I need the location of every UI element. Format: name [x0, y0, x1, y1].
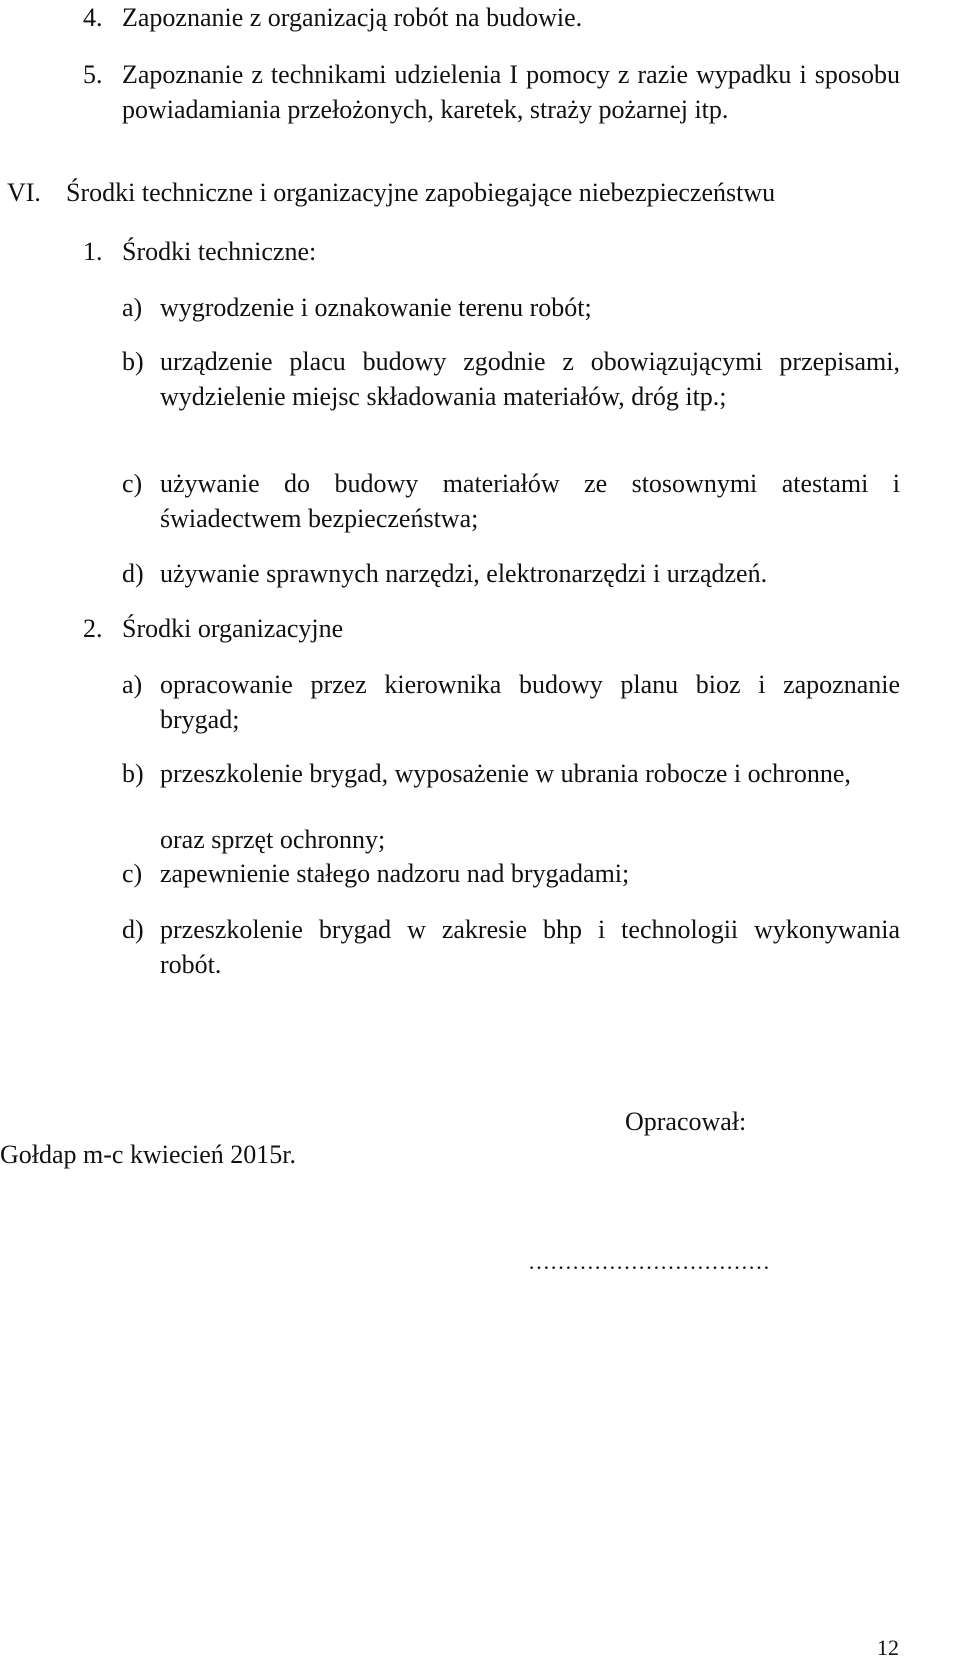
technical-item-a-label: a)	[122, 293, 143, 322]
subsection-title-technical: Środki techniczne:	[122, 237, 317, 266]
organizational-item-b-label: b)	[122, 759, 144, 788]
technical-item-b-label: b)	[122, 347, 144, 376]
organizational-item-c-label: c)	[122, 859, 143, 888]
list-number-4: 4.	[83, 3, 103, 32]
technical-item-c-label: c)	[122, 469, 143, 498]
list-number-5: 5.	[83, 60, 103, 89]
subsection-title-organizational: Środki organizacyjne	[122, 614, 344, 643]
technical-item-d-text: używanie sprawnych narzędzi, elektronarzędzi i urządzeń.	[160, 559, 768, 588]
list-item-5-text: Zapoznanie z technikami udzielenia I pomocy z razie wypadku i sposobu powiadamiania przełożonych, karetek, straży pożarnej itp.	[122, 60, 900, 124]
technical-item-b-text: urządzenie placu budowy zgodnie z obowiązującymi przepisami, wydzielenie miejsc składowania materiałów, dróg itp.;	[160, 347, 900, 411]
section-title: Środki techniczne i organizacyjne zapobiegające niebezpieczeństwu	[66, 178, 776, 207]
organizational-item-d-label: d)	[122, 915, 144, 944]
organizational-item-a-label: a)	[122, 670, 143, 699]
organizational-item-b-continuation: oraz sprzęt ochronny;	[160, 825, 386, 854]
organizational-item-b-text: przeszkolenie brygad, wyposażenie w ubrania robocze i ochronne,	[160, 759, 851, 788]
place-date: Gołdap m-c kwiecień 2015r.	[0, 1140, 297, 1169]
list-item-4-text: Zapoznanie z organizacją robót na budowie.	[122, 3, 583, 32]
technical-item-a-text: wygrodzenie i oznakowanie terenu robót;	[160, 293, 592, 322]
prepared-by-label: Opracował:	[625, 1107, 747, 1136]
organizational-item-d-text: przeszkolenie brygad w zakresie bhp i technologii wykonywania robót.	[160, 915, 900, 979]
subsection-number-2: 2.	[83, 614, 103, 643]
page-number: 12	[877, 1635, 899, 1660]
signature-line: ……………………………	[528, 1249, 770, 1274]
section-number: VI.	[7, 178, 41, 207]
organizational-item-c-text: zapewnienie stałego nadzoru nad brygadami;	[160, 859, 630, 888]
subsection-number-1: 1.	[83, 237, 103, 266]
organizational-item-a-text: opracowanie przez kierownika budowy planu bioz i zapoznanie brygad;	[160, 670, 900, 734]
technical-item-c-text: używanie do budowy materiałów ze stosownymi atestami i świadectwem bezpieczeństwa;	[160, 469, 900, 533]
technical-item-d-label: d)	[122, 559, 144, 588]
